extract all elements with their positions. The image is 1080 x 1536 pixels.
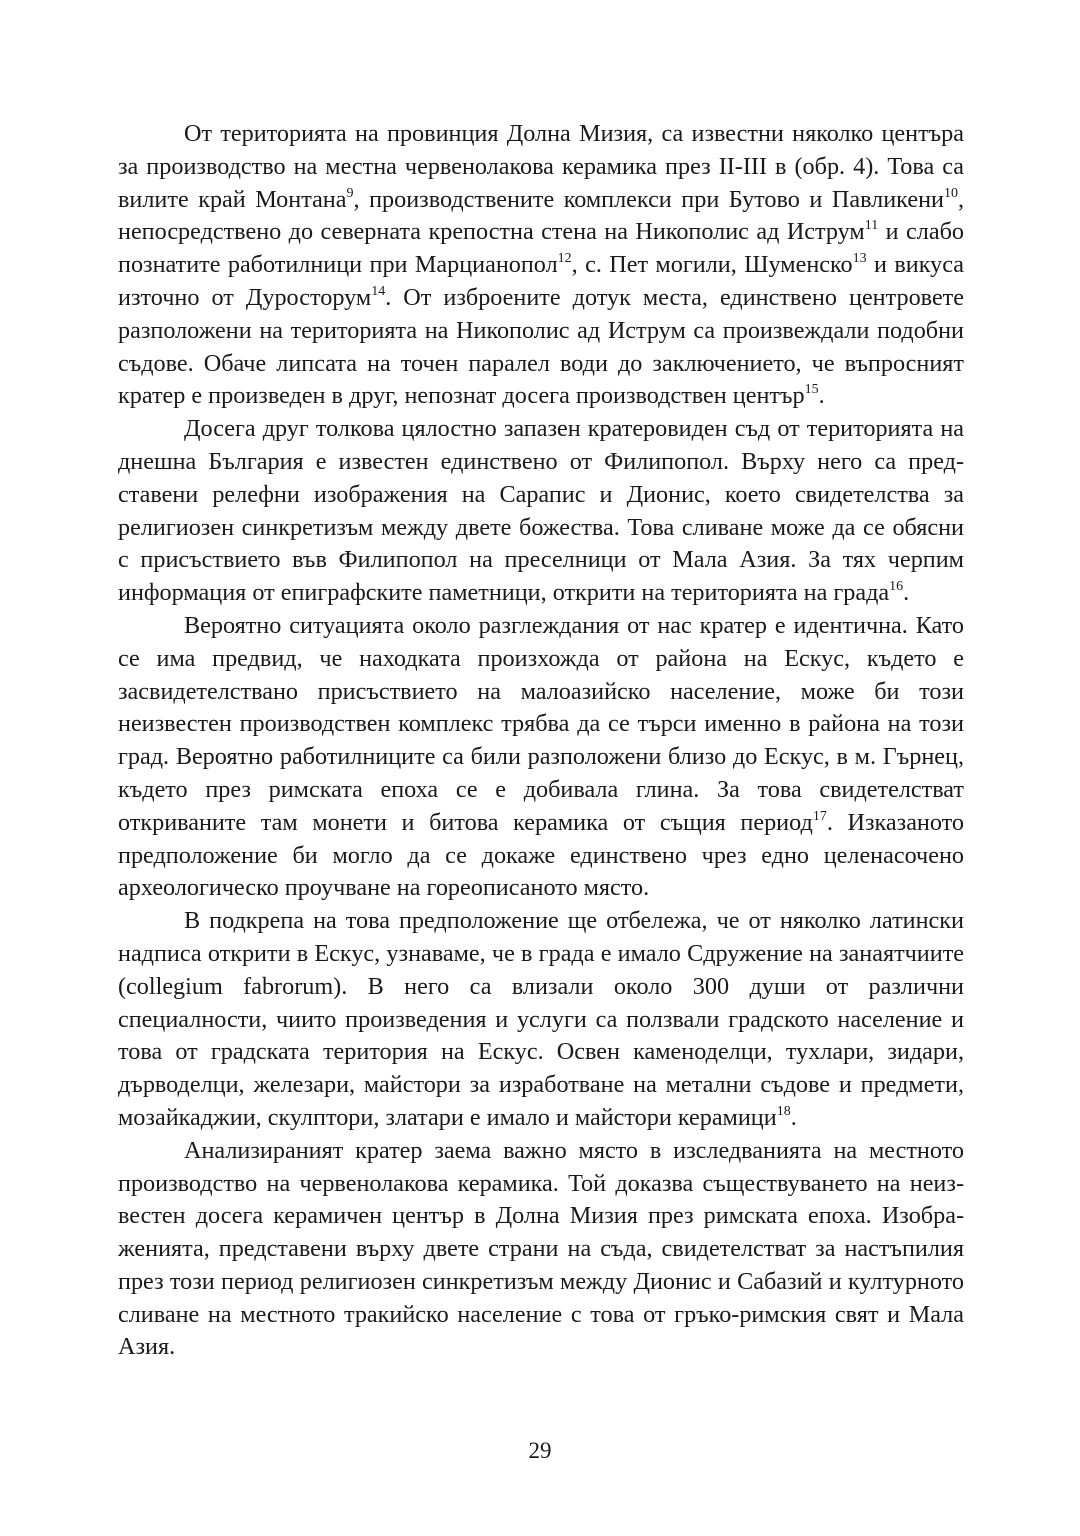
paragraph-text: Досега друг толкова цялостно запазен кратеровиден съд от територията на днешна България е известен единствено от Филипопол. Върху него са представени релефни изображения на Сарапис и Дионис, което свидетелства за религиозен синкретизъм между двете божества. Това сливане може да се обясни с присъствието във Филипопол на преселници от Мала Азия. За тях черпим информация от епиграфските паметници, открити на територията на града — [118, 415, 964, 607]
footnote-ref-17: 17 — [812, 808, 827, 824]
footnote-ref-11: 11 — [864, 218, 879, 234]
page-body — [118, 118, 964, 1364]
paragraph-text: , непосредствено до северната крепостна стена на Никополис ад Иструм — [118, 185, 965, 246]
paragraph-text: Вероятно ситуацията около разглеждания от нас кратер е идентична. Като се има предвид, че находката произхожда от района на Ескус, където е засвидетелствано присъствието на малоазийско население, може би този неизвестен производствен комплекс трябва да се търси именно в района на този град. Вероятно работилниците са били разположени близо до Ескус, в м. Гърнец, където през римската епоха се е добивала глина. За това свидетелстват откриваните там монети и битова керамика от същия период — [118, 611, 964, 836]
footnote-ref-9: 9 — [346, 185, 354, 201]
paragraph-2 — [118, 413, 964, 610]
paragraph-text: и слабо познатите работилници при Марцианопол — [118, 218, 964, 279]
footnote-ref-12: 12 — [557, 251, 572, 267]
footnote-ref-18: 18 — [776, 1103, 791, 1119]
paragraph-3 — [118, 610, 964, 905]
page-number: 29 — [528, 1438, 552, 1463]
paragraph-text: , производствените комплекси при Бутово и Павликени — [353, 185, 944, 213]
paragraph-text: . — [903, 579, 910, 607]
footnote-ref-15: 15 — [804, 382, 819, 398]
paragraph-5 — [118, 1135, 964, 1365]
paragraph-1 — [118, 118, 964, 413]
footnote-ref-16: 16 — [889, 579, 904, 595]
paragraph-text: и викуса източно от Дуросторум — [118, 251, 965, 311]
paragraph-text: . — [790, 1103, 797, 1131]
paragraph-text: . — [818, 382, 825, 410]
footnote-ref-10: 10 — [943, 185, 958, 201]
footnote-ref-14: 14 — [371, 283, 386, 299]
paragraph-text: В подкрепа на това предположение ще отбележа, че от няколко латински надписа открити в Ескус, узнаваме, че в града е имало Сдружение на занаятчиите (collegium fabrorum). В него са влизали около 300 души от различни специалности, чиито произведения и услуги са ползвали градското население и това от градската територия на Ескус. Освен каменоделци, тухлари, зидари, дърводелци, железари, майстори за изработване на метални съдове и предмети, мозайкаджии, скулптори, златари е имало и майстори керамици — [118, 907, 964, 1131]
paragraph-text: , с. Пет могили, Шуменско — [571, 251, 853, 279]
footnote-ref-13: 13 — [852, 251, 867, 267]
paragraph-text: . От изброените дотук места, единствено центровете разположени на територията на Никополис ад Иструм са произвеждали подобни съдове. Обаче липсата на точен паралел води до заключението, че въпросният кратер е произведен в друг, непознат досега производствен център — [118, 283, 964, 410]
paragraph-4 — [118, 905, 964, 1135]
paragraph-text: . Изказаното предположение би могло да се докаже единствено чрез едно целенасочено археологическо проучване на гореописаното място. — [118, 808, 964, 902]
paragraph-text: Анализираният кратер заема важно място в изследванията на местното производство на червенолакова керамика. Той доказва съществуването на неизвестен досега керамичен център в Долна Мизия през римската епоха. Изображенията, представени върху двете страни на съда, свидетелстват за настъпилия през този период религиозен синкретизъм между Дионис и Сабазий и културното сливане на местното тракийско население с това от гръко-римския свят и Мала Азия. — [118, 1136, 964, 1361]
paragraph-text: От територията на провинция Долна Мизия, са известни няколко центъра за производство на местна червенолакова керамика през II-III в (обр. 4). Това са вилите край Монтана — [118, 120, 964, 213]
